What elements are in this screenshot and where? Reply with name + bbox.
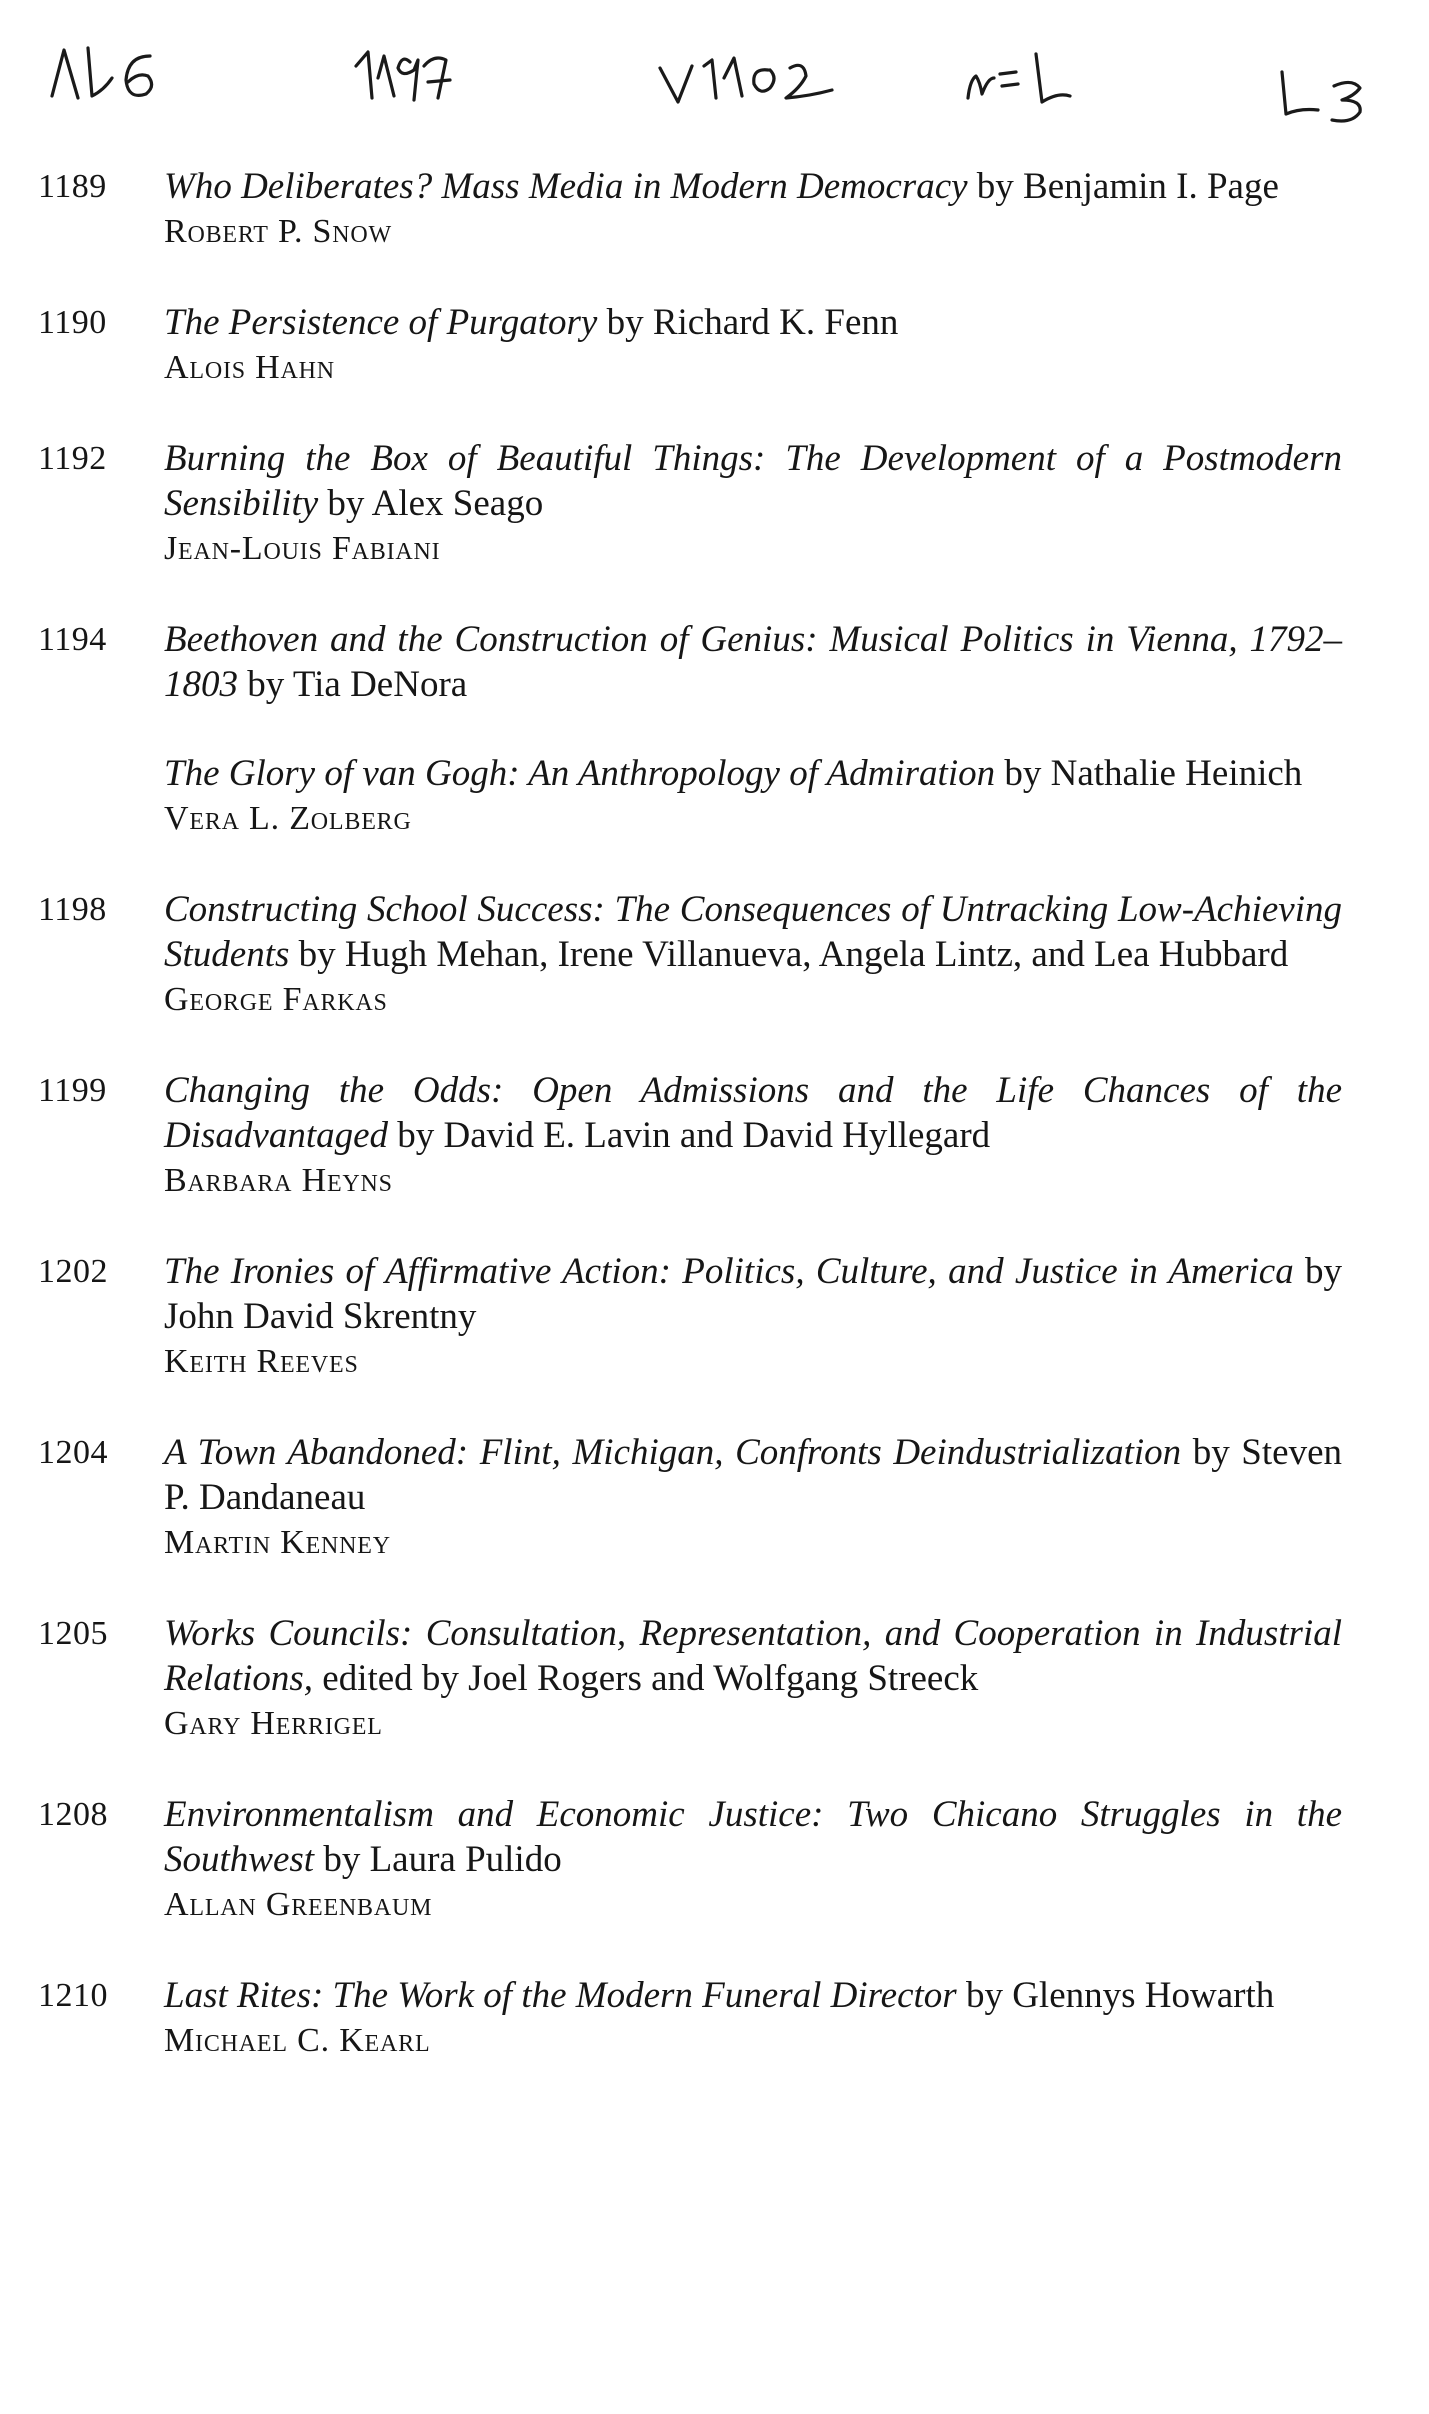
- review-entry: [0, 1068, 1429, 1203]
- entry-body: [164, 1792, 1342, 1927]
- handwriting-drawing: [0, 26, 1429, 136]
- book-title: The Ironies of Affirmative Action: Politics, Culture, and Justice in America: [164, 1251, 1294, 1292]
- reviewer-name: Allan Greenbaum: [164, 1886, 433, 1923]
- book-credit: by Tia DeNora: [238, 664, 468, 705]
- page-number: 1202: [38, 1253, 108, 1290]
- reviewed-work: [164, 887, 1342, 977]
- book-credit: by Hugh Mehan, Irene Villanueva, Angela Lintz, and Lea Hubbard: [289, 934, 1289, 975]
- page-number: 1190: [38, 304, 107, 341]
- entry-body: [164, 887, 1342, 1022]
- page-number: 1205: [38, 1615, 108, 1652]
- reviewer-name: Barbara Heyns: [164, 1162, 393, 1199]
- page-number: 1194: [38, 621, 107, 658]
- book-title: Constructing School Success: The Consequences of Untracking Low-Achieving Students: [164, 889, 1342, 975]
- reviewer-name: George Farkas: [164, 981, 388, 1018]
- page-number: 1204: [38, 1434, 108, 1471]
- reviewed-work: [164, 1611, 1342, 1701]
- reviewed-work: [164, 1973, 1342, 2018]
- book-credit: by Laura Pulido: [314, 1839, 562, 1880]
- book-title: Beethoven and the Construction of Genius: Musical Politics in Vienna, 1792–1803: [164, 619, 1342, 705]
- book-title: Last Rites: The Work of the Modern Funeral Director: [164, 1975, 957, 2016]
- book-title: A Town Abandoned: Flint, Michigan, Confronts Deindustrialization: [164, 1432, 1182, 1473]
- entry-body: [164, 1611, 1342, 1746]
- entry-body: [164, 1068, 1342, 1203]
- review-entry: [0, 1792, 1429, 1927]
- reviewed-work: [164, 1430, 1342, 1520]
- reviewed-work: [164, 751, 1342, 796]
- page-number: 1210: [38, 1977, 108, 2014]
- entry-body: [164, 1973, 1342, 2063]
- book-credit: by Richard K. Fenn: [597, 302, 899, 343]
- reviewed-work: [164, 1068, 1342, 1158]
- reviewed-work: [164, 1249, 1342, 1339]
- book-credit: by John David Skrentny: [164, 1251, 1343, 1337]
- page-number: 1199: [38, 1072, 107, 1109]
- entry-body: [164, 300, 1342, 390]
- review-entry: [0, 887, 1429, 1022]
- book-title: Who Deliberates? Mass Media in Modern Democracy: [164, 166, 968, 207]
- entry-body: [164, 1430, 1342, 1565]
- review-entry: [0, 1249, 1429, 1384]
- reviewer-name: Martin Kenney: [164, 1524, 391, 1561]
- reviewer-name: Alois Hahn: [164, 349, 335, 386]
- reviewed-work: [164, 617, 1342, 707]
- handwritten-call-number: [0, 26, 1429, 136]
- review-entry: [0, 1611, 1429, 1746]
- reviewer-name: Jean-Louis Fabiani: [164, 530, 441, 567]
- book-credit: by Alex Seago: [318, 483, 544, 524]
- reviewed-work: [164, 1792, 1342, 1882]
- book-title: The Persistence of Purgatory: [164, 302, 598, 343]
- reviewed-work: [164, 164, 1342, 209]
- reviewer-name: Michael C. Kearl: [164, 2022, 431, 2059]
- review-entry: [0, 300, 1429, 390]
- book-title: Environmentalism and Economic Justice: Two Chicano Struggles in the Southwest: [164, 1794, 1342, 1880]
- reviewer-name: Robert P. Snow: [164, 213, 392, 250]
- book-title: Works Councils: Consultation, Representation, and Cooperation in Industrial Relations,: [164, 1613, 1342, 1699]
- reviewed-work: [164, 300, 1342, 345]
- entry-body: [164, 164, 1342, 254]
- entry-body: [164, 617, 1342, 841]
- review-entry: [0, 1973, 1429, 2063]
- entry-body: [164, 436, 1342, 571]
- book-credit: by Nathalie Heinich: [995, 753, 1303, 794]
- book-credit: edited by Joel Rogers and Wolfgang Streeck: [313, 1658, 979, 1699]
- reviewer-name: Keith Reeves: [164, 1343, 359, 1380]
- book-title: Burning the Box of Beautiful Things: The Development of a Postmodern Sensibility: [164, 438, 1342, 524]
- reviewed-work: [164, 436, 1342, 526]
- page-number: 1189: [38, 168, 107, 205]
- book-credit: by Steven P. Dandaneau: [164, 1432, 1342, 1518]
- book-title: Changing the Odds: Open Admissions and the Life Chances of the Disadvantaged: [164, 1070, 1342, 1156]
- reviews-list: [0, 164, 1429, 2109]
- reviewer-name: Vera L. Zolberg: [164, 800, 412, 837]
- review-entry: [0, 617, 1429, 841]
- page-number: 1192: [38, 440, 107, 477]
- review-entry: [0, 164, 1429, 254]
- entry-body: [164, 1249, 1342, 1384]
- reviewer-name: Gary Herrigel: [164, 1705, 383, 1742]
- book-credit: by Glennys Howarth: [956, 1975, 1275, 2016]
- book-credit: by Benjamin I. Page: [967, 166, 1279, 207]
- review-entry: [0, 1430, 1429, 1565]
- book-title: The Glory of van Gogh: An Anthropology of Admiration: [164, 753, 996, 794]
- review-entry: [0, 436, 1429, 571]
- page-number: 1208: [38, 1796, 108, 1833]
- page-number: 1198: [38, 891, 107, 928]
- book-credit: by David E. Lavin and David Hyllegard: [388, 1115, 991, 1156]
